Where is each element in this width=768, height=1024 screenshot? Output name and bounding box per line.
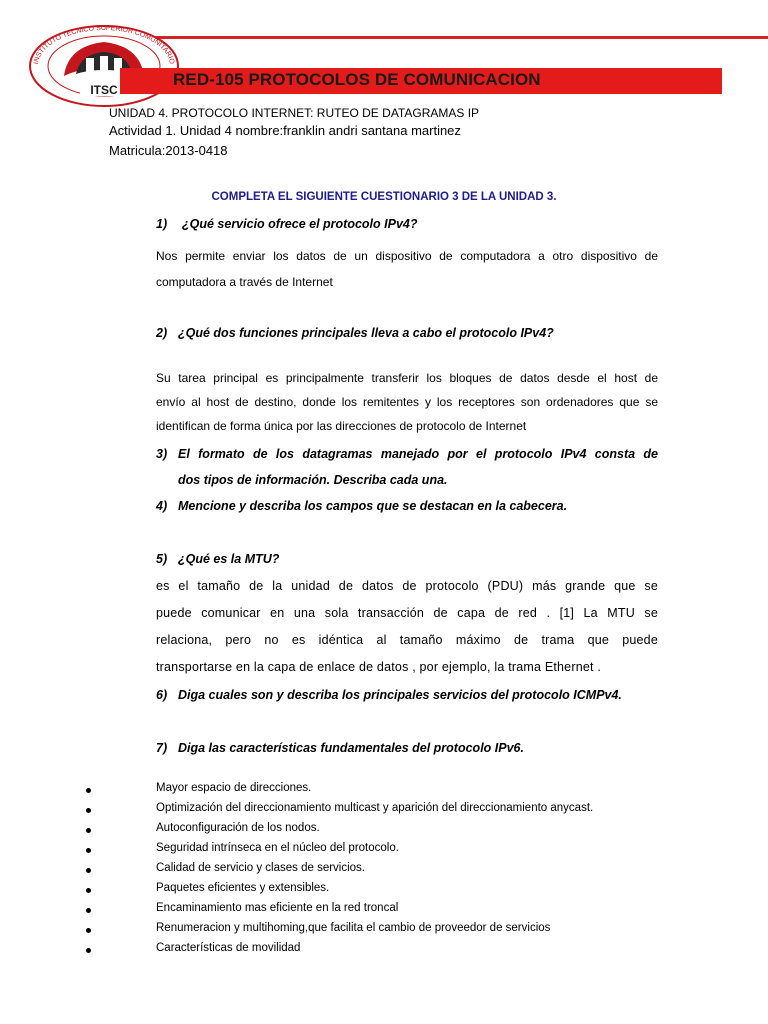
question-number: 7) (156, 741, 168, 755)
bullet-icon (86, 948, 91, 953)
list-item: Calidad de servicio y clases de servicios. (156, 862, 366, 874)
answer-1 (156, 243, 658, 295)
answer-5 (156, 573, 658, 681)
list-item: Seguridad intrínseca en el núcleo del protocolo. (156, 842, 399, 854)
question-number: 3) (156, 447, 168, 461)
question-text: Diga cuales son y describa los principales servicios del protocolo ICMPv4. (178, 688, 622, 702)
answer-line: Su tarea principal es principalmente transferir los bloques de datos desde el host de (156, 371, 658, 385)
bullet-icon (86, 828, 91, 833)
list-item: Renumeracion y multihoming,que facilita el cambio de proveedor de servicios (156, 922, 551, 934)
list-item: Mayor espacio de direcciones. (156, 782, 312, 794)
question-text: ¿Qué servicio ofrece el protocolo IPv4? (182, 217, 418, 231)
question-text: dos tipos de información. Describa cada una. (178, 473, 448, 487)
question-text: El formato de los datagramas manejado por el protocolo IPv4 consta de (178, 447, 658, 461)
list-item: Optimización del direccionamiento multicast y aparición del direccionamiento anycast. (156, 802, 594, 814)
question-number: 1) (156, 217, 168, 231)
document-title: RED-105 PROTOCOLOS DE COMUNICACION (173, 70, 541, 89)
question-2 (156, 326, 554, 340)
question-6 (156, 688, 622, 702)
answer-line: puede comunicar en una sola transacción de capa de red . [1] La MTU se (156, 606, 658, 620)
question-text: ¿Qué dos funciones principales lleva a cabo el protocolo IPv4? (178, 326, 554, 340)
logo-text: ITSC (90, 83, 118, 97)
bullet-icon (86, 928, 91, 933)
answer-line: identifican de forma única por las direcciones de protocolo de Internet (156, 419, 527, 433)
list-item: Autoconfiguración de los nodos. (156, 822, 320, 834)
activity-line: Actividad 1. Unidad 4 nombre:franklin andri santana martinez (109, 123, 461, 138)
bullet-icon (86, 908, 91, 913)
question-text: Mencione y describa los campos que se destacan en la cabecera. (178, 499, 568, 513)
logo-ring-text: INSTITUTO TECNICO SUPERIOR COMUNITARIO (33, 24, 175, 65)
question-7 (156, 741, 524, 755)
question-text: ¿Qué es la MTU? (178, 552, 280, 566)
question-1 (156, 217, 418, 231)
question-number: 2) (156, 326, 168, 340)
answer-line: computadora a través de Internet (156, 275, 333, 289)
bullet-icon (86, 868, 91, 873)
list-item: Paquetes eficientes y extensibles. (156, 882, 330, 894)
answer-2 (156, 366, 658, 438)
answer-line: es el tamaño de la unidad de datos de protocolo (PDU) más grande que se (156, 579, 658, 593)
question-number: 5) (156, 552, 168, 566)
question-4 (156, 499, 567, 513)
header-rule (120, 36, 768, 39)
list-item: Características de movilidad (156, 942, 301, 954)
question-number: 6) (156, 688, 168, 702)
answer-line: Nos permite enviar los datos de un dispositivo de computadora a otro dispositivo de (156, 249, 658, 263)
bullet-icon (86, 848, 91, 853)
question-5 (156, 552, 279, 566)
answer-line: transportarse en la capa de enlace de datos , por ejemplo, la trama Ethernet . (156, 660, 602, 674)
institution-logo (28, 24, 180, 108)
question-text: Diga las características fundamentales del protocolo IPv6. (178, 741, 524, 755)
unit-heading: UNIDAD 4. PROTOCOLO INTERNET: RUTEO DE DATAGRAMAS IP (109, 106, 480, 120)
questionnaire-subtitle: COMPLETA EL SIGUIENTE CUESTIONARIO 3 DE LA UNIDAD 3. (211, 191, 557, 203)
matricula-line: Matricula:2013-0418 (109, 143, 228, 158)
list-item: Encaminamiento mas eficiente en la red troncal (156, 902, 399, 914)
answer-line: relaciona, pero no es idéntica al tamaño máximo de trama que puede (156, 633, 658, 647)
bullet-icon (86, 888, 91, 893)
question-3 (156, 446, 658, 488)
question-number: 4) (156, 499, 168, 513)
bullet-icon (86, 788, 91, 793)
answer-line: envío al host de destino, donde los remitentes y los receptores son ordenadores que se (156, 395, 658, 409)
bullet-icon (86, 808, 91, 813)
